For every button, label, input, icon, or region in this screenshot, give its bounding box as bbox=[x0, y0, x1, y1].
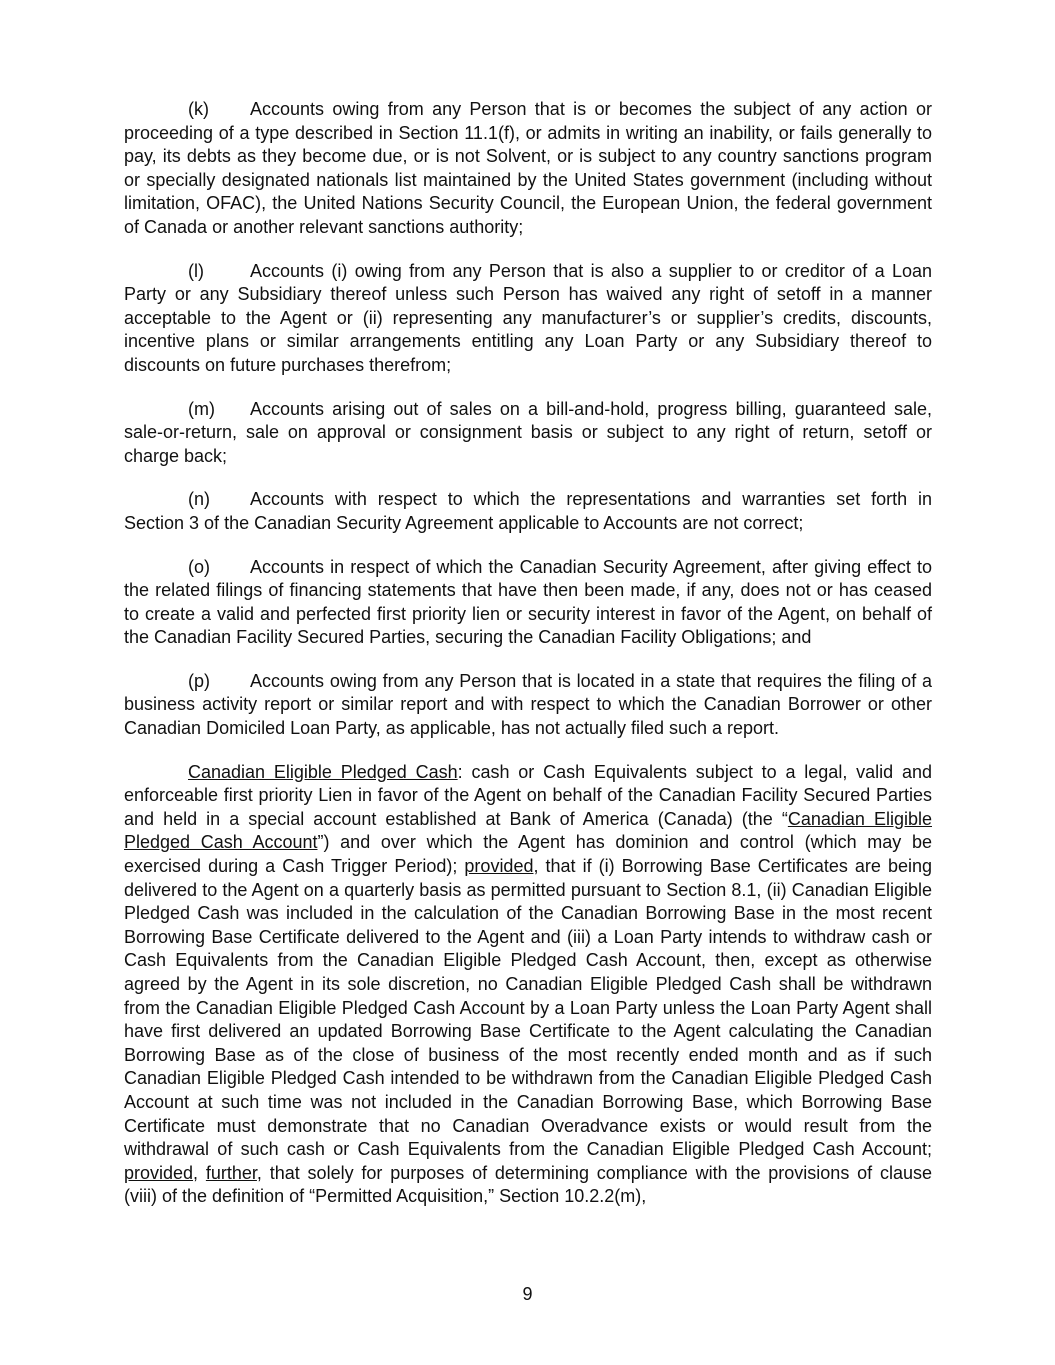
clause-text: Accounts (i) owing from any Person that is also a supplier to or creditor of a Loan Party or any Subsidiary thereof unless such Person has waived any right of setoff in a manner acceptable to the Agent or (ii) representing any manufacturer’s or supplier’s credits, discounts, incentive plans or similar arrangements entitling any Loan Party or any Subsidiary thereof to discounts on future purchases therefrom; bbox=[124, 260, 932, 375]
clause-label: (p) bbox=[188, 670, 210, 691]
proviso-term: provided bbox=[464, 856, 534, 877]
clause-label: (l) bbox=[188, 260, 204, 281]
proviso-term: further bbox=[205, 1162, 257, 1183]
clause-label: (k) bbox=[188, 99, 209, 119]
definition-text: , that if (i) Borrowing Base Certificates are being delivered to the Agent on a quarterly basis as permitted pursuant to Section 8.1, (ii) Canadian Eligible Pledged Cash was included in the calculation of the Canadian Borrowing Base in the most recent Borrowing Base Certificate delivered to the Agent and (iii) a Loan Party intends to withdraw cash or Cash Equivalents from the Canadian Eligible Pledged Cash Account, then, except as otherwise agreed by the Agent in its sole discretion, no Canadian Eligible Pledged Cash shall be withdrawn from the Canadian Eligible Pledged Cash Account by a Loan Party unless the Loan Party Agent shall have first delivered an updated Borrowing Base Certificate to the Agent calculating the Canadian Borrowing Base as of the close of business of the most recently ended month and as if such Canadian Eligible Pledged Cash intended to be withdrawn from the Canadian Eligible Pledged Cash Account at such time was not included in the Canadian Borrowing Base, which Borrowing Base Certificate must demonstrate that no Canadian Overadvance exists or would result from the withdrawal of such cash or Cash Equivalents from the Canadian Eligible Pledged Cash Account; bbox=[124, 856, 932, 1160]
proviso-term: provided bbox=[124, 1162, 194, 1183]
clause-label: (o) bbox=[188, 556, 210, 577]
defined-term: Canadian Eligible Pledged Cash bbox=[188, 761, 458, 782]
definition-canadian-eligible-pledged-cash bbox=[124, 761, 932, 1209]
clause-text: Accounts in respect of which the Canadian Security Agreement, after giving effect to the related filings of financing statements that have then been made, if any, does not or has ceased to create a valid and perfected first priority lien or security interest in favor of the Agent, on behalf of the Canadian Facility Secured Parties, securing the Canadian Facility Obligations; and bbox=[124, 556, 932, 648]
clause-k bbox=[124, 98, 932, 240]
clause-o bbox=[124, 556, 932, 650]
clause-text: Accounts arising out of sales on a bill-and-hold, progress billing, guaranteed sale, sale-or-return, sale on approval or consignment basis or subject to any right of return, setoff or charge back; bbox=[124, 398, 932, 466]
defined-subterm: Canadian Eligible Pledged Cash Account bbox=[124, 808, 932, 853]
clause-label: (n) bbox=[188, 489, 210, 510]
clause-l bbox=[124, 260, 932, 378]
document-page bbox=[124, 98, 932, 1229]
clause-text: Accounts owing from any Person that is located in a state that requires the filing of a business activity report or similar report and with respect to which the Canadian Borrower or other Canadian Domiciled Loan Party, as applicable, has not actually filed such a report. bbox=[124, 670, 932, 739]
clause-label: (m) bbox=[188, 398, 215, 419]
separator-text: , bbox=[193, 1162, 206, 1183]
clause-text: Accounts owing from any Person that is or becomes the subject of any action or proceeding of a type described in Section 11.1(f), or admits in writing an inability, or fails generally to pay, its debts as they become due, or is not Solvent, or is subject to any country sanctions program or specially designated nationals list maintained by the United States government (including without limitation, OFAC), the United Nations Security Council, the European Union, the federal government of Canada or another relevant sanctions authority; bbox=[124, 99, 932, 237]
definition-text: : cash or Cash Equivalents subject to a legal, valid and enforceable first priority Lien in favor of the Agent on behalf of the Canadian Facility Secured Parties and held in a special account established at Bank of America (Canada) (the “ bbox=[124, 761, 932, 829]
clause-m bbox=[124, 398, 932, 469]
clause-text: Accounts with respect to which the representations and warranties set forth in Section 3 of the Canadian Security Agreement applicable to Accounts are not correct; bbox=[124, 489, 932, 533]
definition-text: ”) and over which the Agent has dominion and control (which may be exercised during a Cash Trigger Period); bbox=[124, 832, 932, 877]
definition-text: , that solely for purposes of determining compliance with the provisions of clause (viii) of the definition of “Permitted Acquisition,” Section 10.2.2(m), bbox=[124, 1162, 932, 1207]
clause-n bbox=[124, 488, 932, 535]
page-number: 9 bbox=[522, 1284, 533, 1304]
clause-p bbox=[124, 670, 932, 741]
